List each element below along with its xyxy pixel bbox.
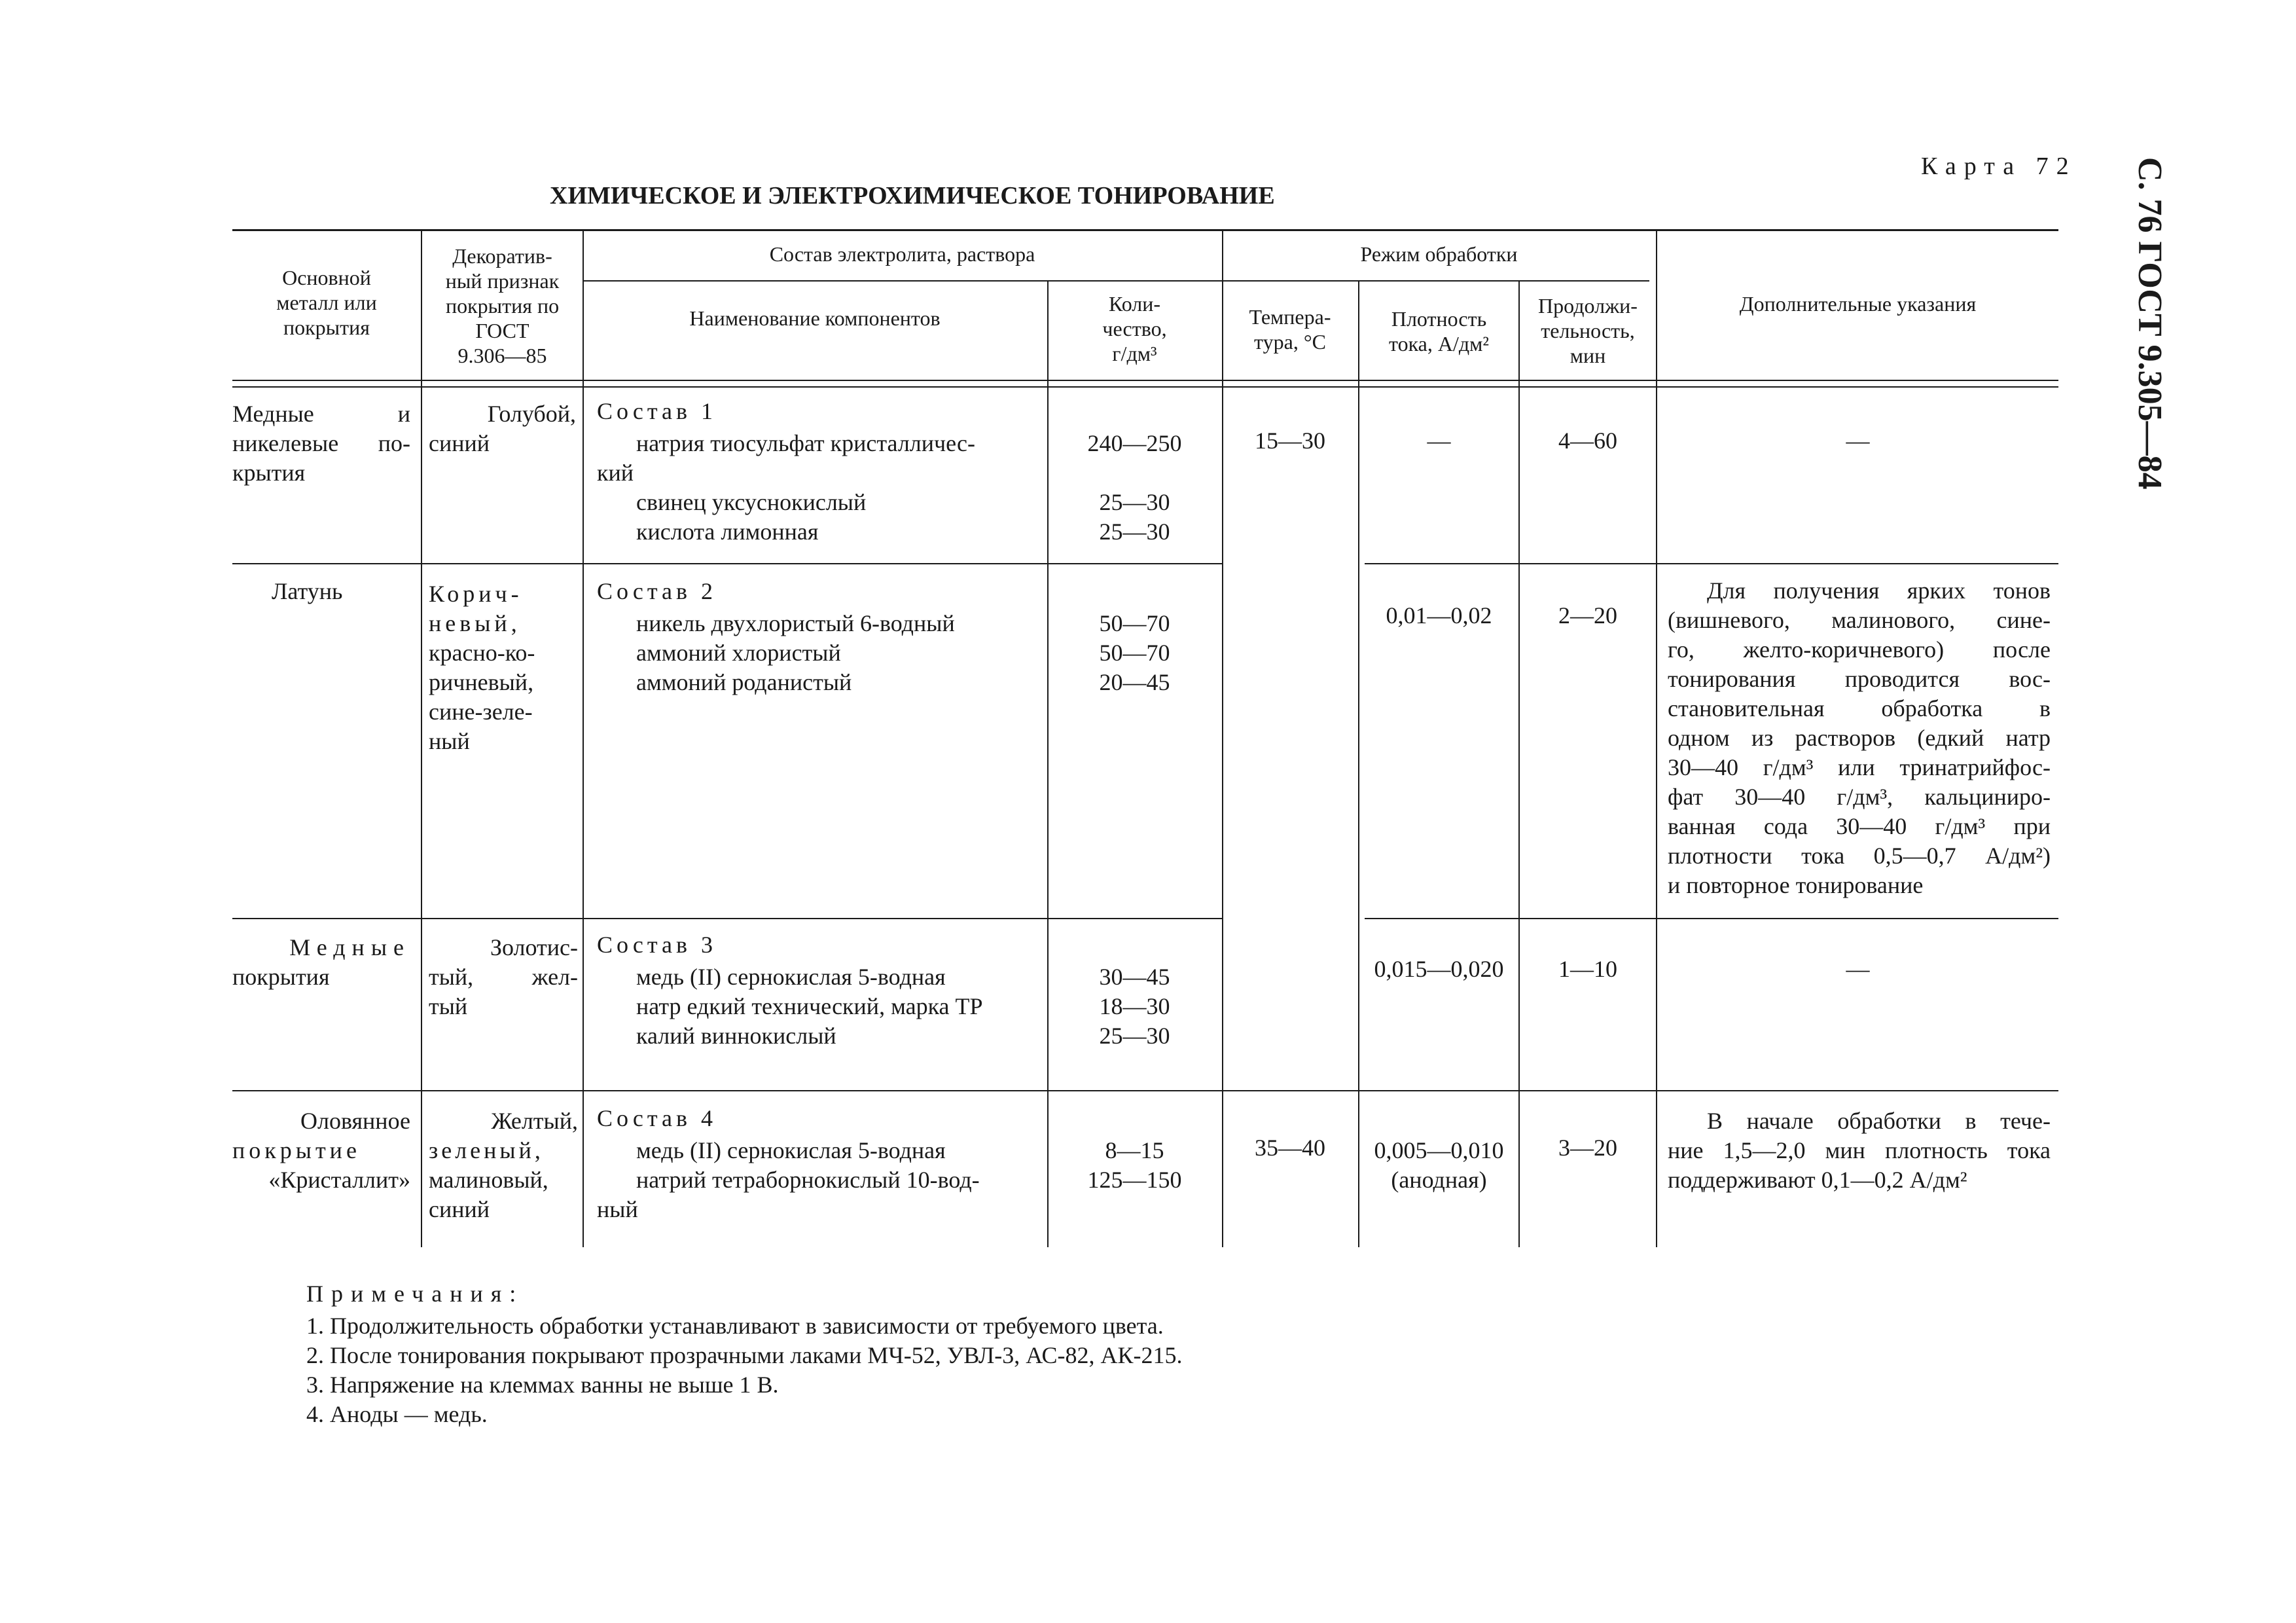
row4-notes: В начале обработки в тече- ние 1,5—2,0 мин плотность тока поддерживают 0,1—0,2 А/дм² [1668, 1108, 2051, 1193]
header-component-names: Наименование компонентов [689, 306, 941, 330]
row3-quantities: 30—45 18—30 25—30 [1099, 964, 1170, 1049]
row4-base: Оловянное покрытие «Кристаллит» [232, 1108, 410, 1193]
row4-quantities: 8—15 125—150 [1087, 1137, 1182, 1193]
row2-quantities: 50—70 50—70 20—45 [1099, 610, 1170, 695]
row1-components: натрия тиосульфат кристалличес- кий свинец уксуснокислый кислота лимонная [597, 430, 975, 545]
header-duration: Продолжи- тельность, мин [1538, 294, 1638, 367]
note-item: 1. Продолжительность обработки устанавливают в зависимости от требуемого цвета. [306, 1313, 1164, 1339]
row2-base: Латунь [272, 578, 343, 604]
row1-density: — [1427, 428, 1451, 454]
row1-notes: — [1846, 428, 1870, 454]
header-quantity: Коли- чество, г/дм³ [1102, 292, 1167, 365]
row1-quantities: 240—250 25—30 25—30 [1087, 430, 1182, 545]
page-title: ХИМИЧЕСКОЕ И ЭЛЕКТРОХИМИЧЕСКОЕ ТОНИРОВАНИЕ [550, 182, 1275, 210]
row3-notes: — [1846, 956, 1870, 982]
row2-components: никель двухлористый 6-водный аммоний хлористый аммоний роданистый [636, 610, 955, 695]
row2-composition-title: Состав 2 [597, 578, 717, 604]
note-item: 4. Аноды — медь. [306, 1401, 488, 1427]
note-item: 3. Напряжение на клеммах ванны не выше 1 В. [306, 1372, 779, 1398]
row2-decor: Корич- невый, красно-ко- ричневый, сине-зеле- ный [429, 581, 535, 754]
row3-duration: 1—10 [1558, 956, 1617, 982]
notes-title: Примечания: [306, 1281, 524, 1307]
row1-duration: 4—60 [1558, 428, 1617, 454]
header-decorative: Декоратив- ный признак покрытия по ГОСТ 9.306—85 [445, 244, 560, 367]
row4-components: медь (II) сернокислая 5-водная натрий тетраборнокислый 10-вод- ный [597, 1137, 980, 1222]
row3-components: медь (II) сернокислая 5-водная натр едкий технический, марка ТР калий виннокислый [636, 964, 983, 1049]
row1-temperature: 15—30 [1255, 428, 1325, 454]
row4-decor: Желтый, зеленый, малиновый, синий [429, 1108, 578, 1222]
note-item: 2. После тонирования покрывают прозрачными лаками МЧ-52, УВЛ-3, АС-82, АК-215. [306, 1342, 1183, 1368]
card-label: Карта 72 [1921, 153, 2077, 180]
header-extra: Дополнительные указания [1739, 292, 1977, 316]
header-composition: Состав электролита, раствора [769, 242, 1035, 266]
header-base-metal: Основной металл или покрытия [276, 266, 377, 339]
row2-density: 0,01—0,02 [1386, 602, 1492, 629]
row3-density: 0,015—0,020 [1374, 956, 1504, 982]
row1-base: Медные и никелевые по- крытия [232, 401, 410, 486]
row2-duration: 2—20 [1558, 602, 1617, 629]
header-temperature: Темпера- тура, °С [1249, 305, 1331, 354]
row3-base: Медные покрытия [232, 934, 410, 990]
header-current-density: Плотность тока, А/дм² [1389, 307, 1489, 356]
row4-composition-title: Состав 4 [597, 1105, 717, 1131]
notes-list [306, 1311, 1182, 1429]
row3-decor: Золотис- тый, жел- тый [429, 934, 578, 1019]
header-mode: Режим обработки [1360, 242, 1518, 266]
row1-decor: Голубой, синий [429, 401, 576, 456]
row1-composition-title: Состав 1 [597, 398, 717, 424]
row2-notes: Для получения ярких тонов (вишневого, малинового, сине- го, желто-коричневого) после тонирования проводится вос- становительная обработка в одном из растворов (едкий натр 30—40 г/дм³ или тринатрийфос- фат 30—40 г/дм³, кальциниро- ванная сода 30—40 г/дм³ при плотности тока 0,5—0,7 А/дм²) и повторное тонирование [1668, 577, 2051, 898]
side-header: С. 76 ГОСТ 9.305—84 [2131, 157, 2168, 490]
row4-temperature: 35—40 [1255, 1135, 1325, 1161]
row3-composition-title: Состав 3 [597, 932, 717, 958]
row4-density: 0,005—0,010 (анодная) [1374, 1137, 1504, 1193]
row4-duration: 3—20 [1558, 1135, 1617, 1161]
